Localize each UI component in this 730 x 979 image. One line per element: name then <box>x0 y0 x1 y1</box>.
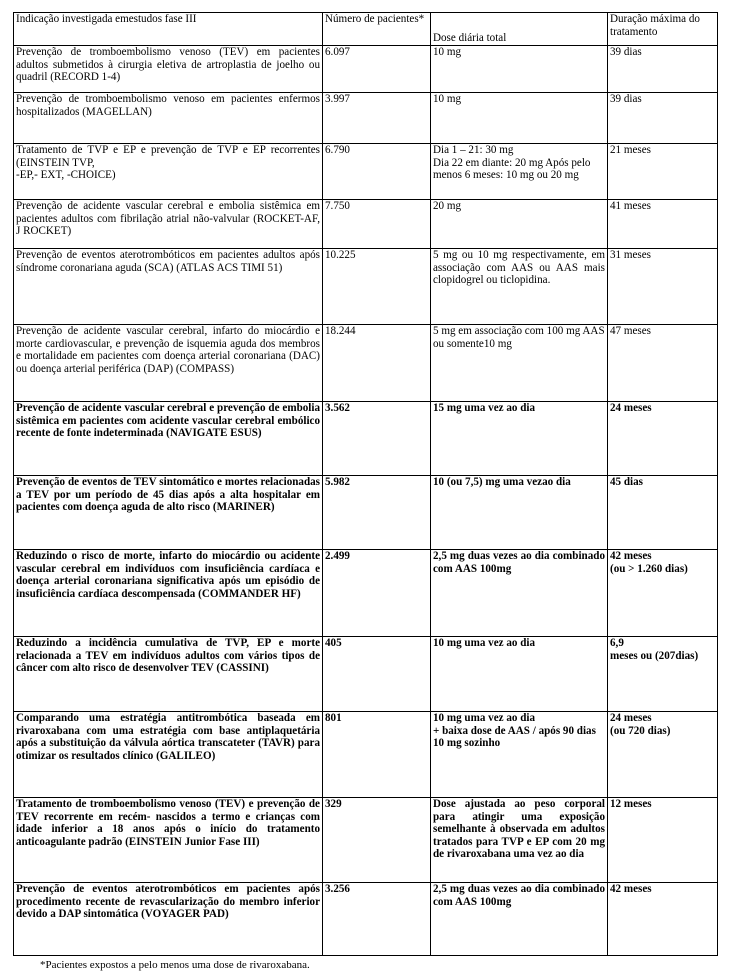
indication-cell: Prevenção de acidente vascular cerebral e embolia sistêmica em pacientes adultos com fibrilação atrial não-valvular (ROCKET-AF, J ROCKET) <box>14 200 323 249</box>
duration-cell: 39 dias <box>608 93 718 144</box>
duration-cell: 21 meses <box>608 144 718 200</box>
patients-cell: 801 <box>323 712 431 798</box>
header-indication: Indicação investigada emestudos fase III <box>14 13 323 46</box>
patients-cell: 405 <box>323 637 431 712</box>
table-header-row <box>14 13 718 46</box>
duration-cell: 39 dias <box>608 46 718 93</box>
duration-cell: 41 meses <box>608 200 718 249</box>
patients-cell: 3.997 <box>323 93 431 144</box>
duration-cell: 24 meses (ou 720 dias) <box>608 712 718 798</box>
footnote: *Pacientes expostos a pelo menos uma dose de rivaroxabana. <box>40 959 310 971</box>
indication-cell: Prevenção de acidente vascular cerebral, infarto do miocárdio e morte cardiovascular, e prevenção de isquemia aguda dos membros e mortalidade em pacientes com doença arterial coronariana (DAC) ou doença arterial periférica (DAP) (COMPASS) <box>14 325 323 402</box>
dose-cell: 10 mg uma vez ao dia <box>431 637 608 712</box>
dose-cell: 10 (ou 7,5) mg uma vezao dia <box>431 476 608 550</box>
table-row <box>14 550 718 637</box>
table-row <box>14 798 718 883</box>
clinical-studies-table <box>13 12 718 956</box>
patients-cell: 2.499 <box>323 550 431 637</box>
dose-cell: Dose ajustada ao peso corporal para atingir uma exposição semelhante à observada em adultos tratados para TVP e EP com 20 mg de rivaroxabana uma vez ao dia <box>431 798 608 883</box>
indication-cell: Prevenção de acidente vascular cerebral e prevenção de embolia sistêmica em pacientes com acidente vascular cerebral embólico recente de fonte indeterminada (NAVIGATE ESUS) <box>14 402 323 476</box>
duration-cell: 6,9 meses ou (207dias) <box>608 637 718 712</box>
table-row <box>14 249 718 325</box>
table-row <box>14 883 718 956</box>
table-row <box>14 144 718 200</box>
table-row <box>14 402 718 476</box>
dose-cell: 5 mg em associação com 100 mg AAS ou somente10 mg <box>431 325 608 402</box>
patients-cell: 7.750 <box>323 200 431 249</box>
indication-cell: Reduzindo a incidência cumulativa de TVP, EP e morte relacionada a TEV em indivíduos adultos com vários tipos de câncer com alto risco de desenvolver TEV (CASSINI) <box>14 637 323 712</box>
indication-cell: Tratamento de tromboembolismo venoso (TEV) e prevenção de TEV recorrente em recém- nascidos a termo e crianças com idade inferior a 18 anos após o início do tratamento anticoagulante padrão (EINSTEIN Junior Fase III) <box>14 798 323 883</box>
indication-cell: Tratamento de TVP e EP e prevenção de TVP e EP recorrentes (EINSTEIN TVP, -EP,- EXT, -CHOICE) <box>14 144 323 200</box>
dose-cell: 15 mg uma vez ao dia <box>431 402 608 476</box>
patients-cell: 6.790 <box>323 144 431 200</box>
table-row <box>14 712 718 798</box>
indication-cell: Prevenção de eventos aterotrombóticos em pacientes adultos após síndrome coronariana aguda (SCA) (ATLAS ACS TIMI 51) <box>14 249 323 325</box>
indication-cell: Prevenção de eventos de TEV sintomático e mortes relacionadas a TEV por um período de 45 dias após a alta hospitalar em pacientes com doença aguda de alto risco (MARINER) <box>14 476 323 550</box>
table-row <box>14 476 718 550</box>
patients-cell: 5.982 <box>323 476 431 550</box>
indication-cell: Reduzindo o risco de morte, infarto do miocárdio ou acidente vascular cerebral em indivíduos com insuficiência cardíaca e doença arterial coronariana significativa após um episódio de insuficiência cardíaca descompensada (COMMANDER HF) <box>14 550 323 637</box>
patients-cell: 329 <box>323 798 431 883</box>
patients-cell: 10.225 <box>323 249 431 325</box>
table-row <box>14 325 718 402</box>
dose-cell: 2,5 mg duas vezes ao dia combinado com AAS 100mg <box>431 883 608 956</box>
header-duration: Duração máxima do tratamento <box>608 13 718 46</box>
document-page <box>13 12 717 956</box>
table-row <box>14 93 718 144</box>
duration-cell: 47 meses <box>608 325 718 402</box>
indication-cell: Prevenção de tromboembolismo venoso em pacientes enfermos hospitalizados (MAGELLAN) <box>14 93 323 144</box>
table-row <box>14 46 718 93</box>
patients-cell: 18.244 <box>323 325 431 402</box>
dose-cell: Dia 1 – 21: 30 mg Dia 22 em diante: 20 mg Após pelo menos 6 meses: 10 mg ou 20 mg <box>431 144 608 200</box>
indication-cell: Comparando uma estratégia antitrombótica baseada em rivaroxabana com uma estratégia com base antiplaquetária após a substituição da válvula aórtica transcateter (TAVR) para otimizar os resultados clínico (GALILEO) <box>14 712 323 798</box>
header-dose: Dose diária total <box>431 13 608 46</box>
dose-cell: 10 mg <box>431 93 608 144</box>
dose-cell: 20 mg <box>431 200 608 249</box>
dose-cell: 10 mg uma vez ao dia + baixa dose de AAS / após 90 dias 10 mg sozinho <box>431 712 608 798</box>
indication-cell: Prevenção de tromboembolismo venoso (TEV) em pacientes adultos submetidos à cirurgia eletiva de artroplastia de joelho ou quadril (RECORD 1-4) <box>14 46 323 93</box>
table-row <box>14 200 718 249</box>
duration-cell: 42 meses (ou > 1.260 dias) <box>608 550 718 637</box>
patients-cell: 3.562 <box>323 402 431 476</box>
dose-cell: 5 mg ou 10 mg respectivamente, em associação com AAS ou AAS mais clopidogrel ou ticlopidina. <box>431 249 608 325</box>
duration-cell: 12 meses <box>608 798 718 883</box>
dose-cell: 2,5 mg duas vezes ao dia combinado com AAS 100mg <box>431 550 608 637</box>
patients-cell: 3.256 <box>323 883 431 956</box>
duration-cell: 42 meses <box>608 883 718 956</box>
indication-cell: Prevenção de eventos aterotrombóticos em pacientes após procedimento recente de revascularização do membro inferior devido a DAP sintomática (VOYAGER PAD) <box>14 883 323 956</box>
dose-cell: 10 mg <box>431 46 608 93</box>
duration-cell: 45 dias <box>608 476 718 550</box>
duration-cell: 31 meses <box>608 249 718 325</box>
table-row <box>14 637 718 712</box>
header-patients: Número de pacientes* <box>323 13 431 46</box>
duration-cell: 24 meses <box>608 402 718 476</box>
patients-cell: 6.097 <box>323 46 431 93</box>
